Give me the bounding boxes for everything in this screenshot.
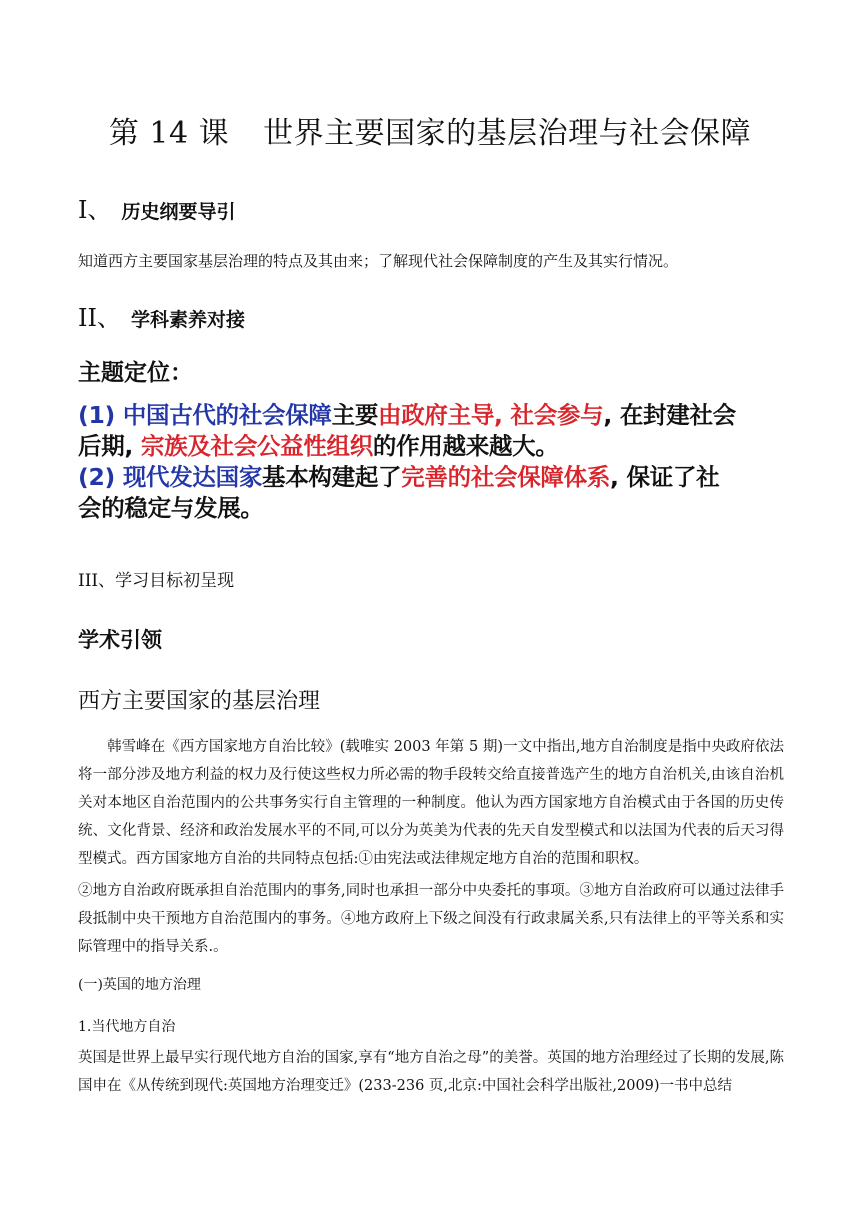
outline-text: 知道西方主要国家基层治理的特点及其由来；了解现代社会保障制度的产生及其实行情况。 bbox=[78, 252, 679, 270]
subsection-heading-2: 1.当代地方自治 bbox=[78, 1019, 176, 1035]
topic-positioning-image bbox=[78, 400, 784, 532]
topic-line-4: 会的稳定与发展。 bbox=[78, 494, 264, 522]
section-title: 历史纲要导引 bbox=[121, 201, 236, 223]
section-heading-1 bbox=[78, 190, 236, 225]
sub-heading: 西方主要国家的基层治理 bbox=[78, 689, 321, 714]
subsection-heading-1: (一)英国的地方治理 bbox=[78, 977, 201, 993]
page-title bbox=[0, 108, 860, 152]
section-number: ⅠⅠ、 bbox=[78, 304, 121, 332]
section-number: Ⅰ、 bbox=[78, 196, 112, 224]
lesson-title: 世界主要国家的基层治理与社会保障 bbox=[263, 116, 752, 151]
paragraph-1: 韩雪峰在《西方国家地方自治比较》(载唯实 2003 年第 5 期)一文中指出,地方自治制度是指中央政府依法将一部分涉及地方利益的权力及行使这些权力所必需的物手段转交给直接普选产生的地方自治机关,由该自治机关对本地区自治范围内的公共事务实行自主管理的一种制度。他认为西方国家地方自治模式由于各国的历史传统、文化背景、经济和政治发展水平的不同,可以分为英美为代表的先天自发型模式和以法国为代表的后天习得型模式。西方国家地方自治的共同特点包括:①由宪法或法律规定地方自治的范围和职权。 bbox=[78, 739, 784, 867]
lesson-number: 第 14 课 bbox=[108, 116, 230, 151]
section-heading-3: III、学习目标初呈现 bbox=[78, 571, 235, 591]
topic-line-1: (1) 中国古代的社会保障主要由政府主导, 社会参与, 在封建社会 bbox=[78, 401, 736, 429]
topic-label: 主题定位： bbox=[78, 360, 193, 386]
topic-line-2: 后期, 宗族及社会公益性组织的作用越来越大。 bbox=[78, 432, 559, 460]
topic-line-3: (2) 现代发达国家基本构建起了完善的社会保障体系, 保证了社 bbox=[78, 463, 720, 491]
paragraph-2: ②地方自治政府既承担自治范围内的事务,同时也承担一部分中央委托的事项。③地方自治政府可以通过法律手段抵制中央干预地方自治范围内的事务。④地方政府上下级之间没有行政隶属关系,只有法律上的平等关系和实际管理中的指导关系.。 bbox=[78, 883, 784, 955]
section-heading-2 bbox=[78, 298, 245, 333]
paragraph-3: 英国是世界上最早实行现代地方自治的国家,享有“地方自治之母”的美誉。英国的地方治理经过了长期的发展,陈国申在《从传统到现代:英国地方治理变迁》(233-236 页,北京:中国社会科学出版社,2009)一书中总结 bbox=[78, 1050, 784, 1094]
section-title: 学科素养对接 bbox=[130, 309, 245, 331]
academic-lead-heading: 学术引领 bbox=[78, 628, 162, 652]
